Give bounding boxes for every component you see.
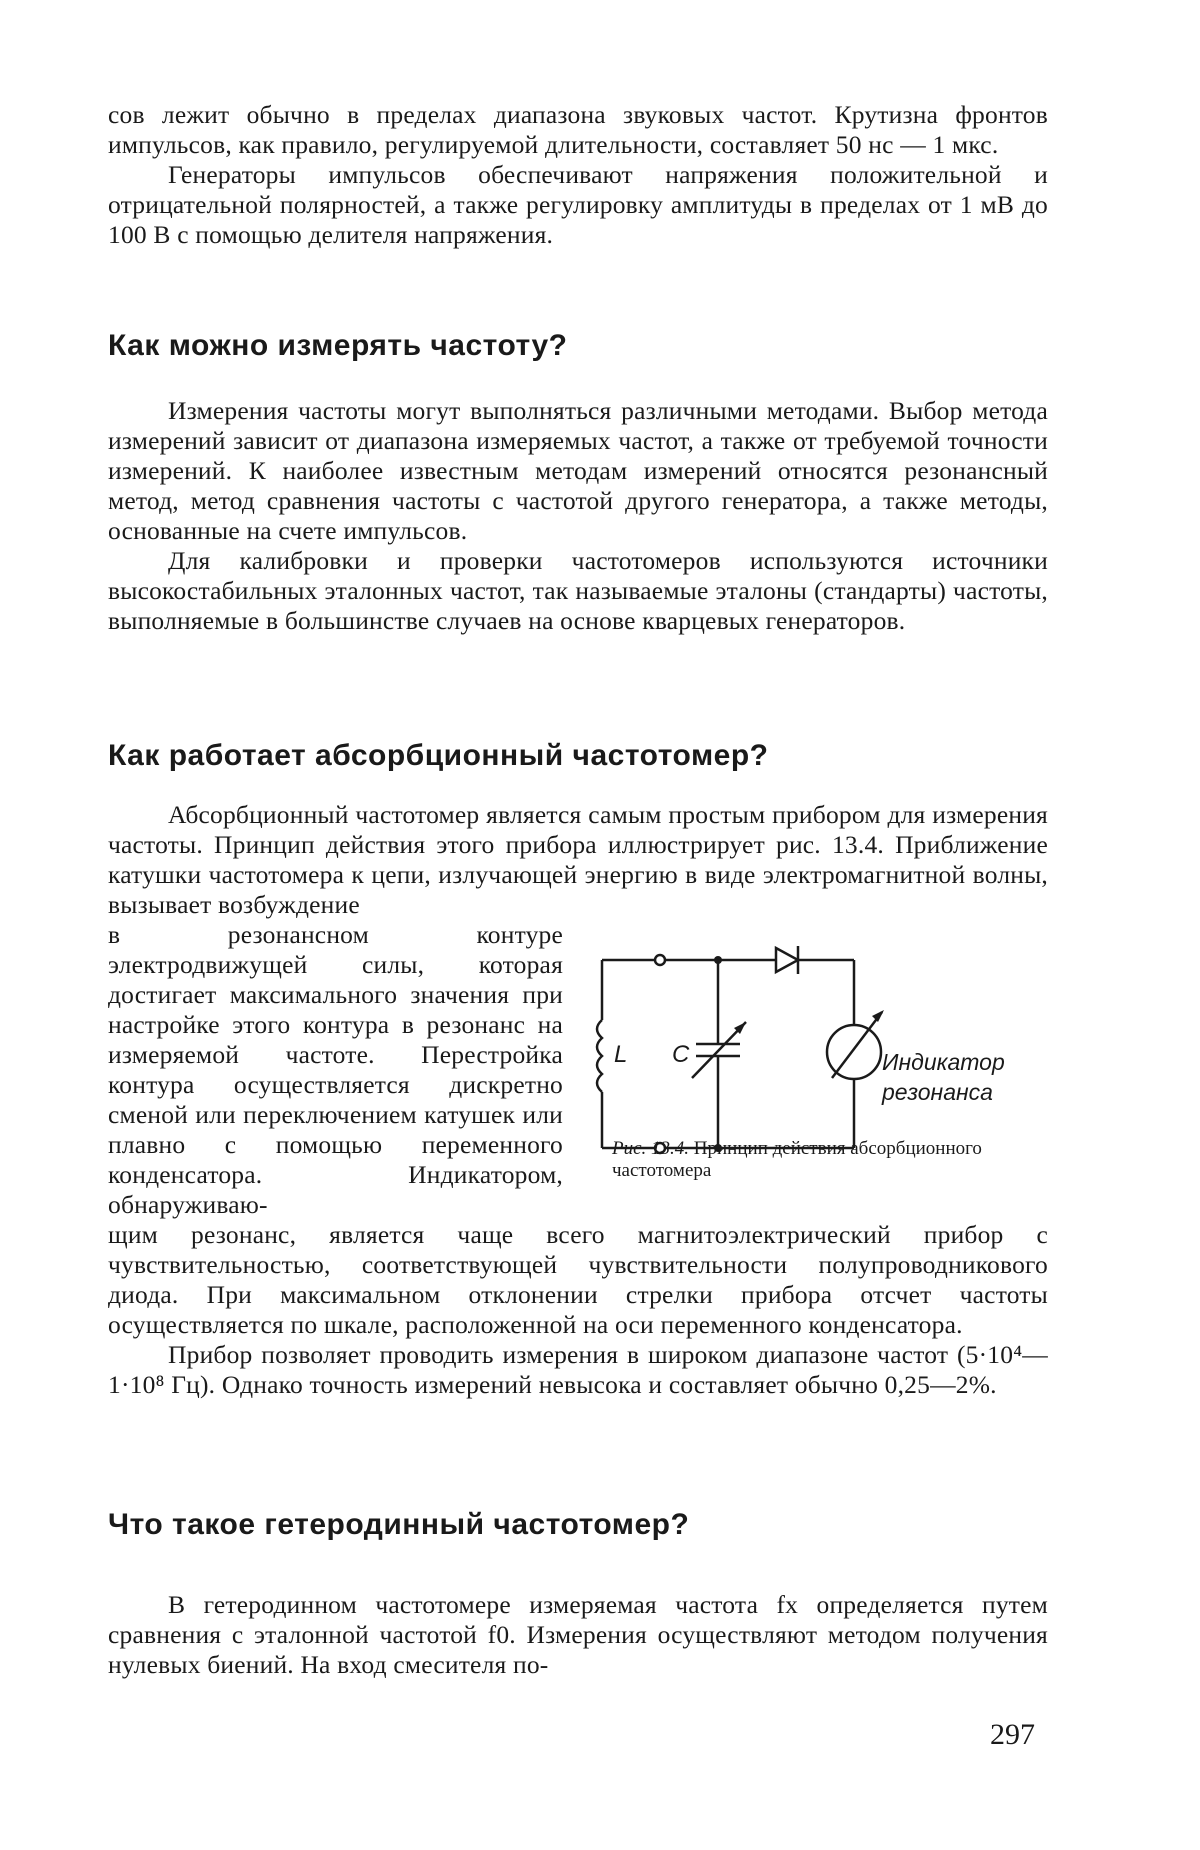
intro-paragraph-1: сов лежит обычно в пределах диапазона звуковых частот. Крутизна фронтов импульсов, как правило, регулируемой длительности, составляет 50 нс — 1 мкс. [108,100,1048,159]
meter-icon [827,1025,881,1079]
section-2-wrapped-text [108,920,563,1220]
label-L: L [614,1041,628,1068]
junction [714,956,722,964]
inductor-coil [597,1020,602,1092]
section-heterodyne-meter [108,1507,1048,1543]
label-resonance: резонанса [882,1079,993,1105]
caption-number: Рис. 13.4. [612,1138,690,1159]
intro-paragraph-2: Генераторы импульсов обеспечивают напряжения положительной и отрицательной полярностей, а также регулировку амплитуды в пределах от 1 мВ до 100 В с помощью делителя напряжения. [108,160,1048,249]
section-heading: Как работает абсорбционный частотомер? [108,739,769,772]
section-2-bottom-text [108,1220,1048,1400]
section-3-body [108,1590,1048,1680]
paragraph: Прибор позволяет проводить измерения в широком диапазоне частот (5·10⁴—1·10⁸ Гц). Однако точность измерений невысока и составляет обычно 0,25—2%. [108,1340,1048,1399]
page-number: 297 [990,1718,1035,1751]
paragraph: Для калибровки и проверки частотомеров используются источники высокостабильных эталонных частот, так называемые эталоны (стандарты) частоты, выполняемые в большинстве случаев на основе кварцевых генераторов. [108,546,1048,635]
label-C: C [672,1041,690,1068]
section-2-top-text [108,800,1048,920]
paragraph: в резонансном контуре электродвижущей силы, которая достигает максимального значения при настройке этого контура в резонанс на измеряемой частоте. Перестройка контура осуществляется дискретно сменой или переключением катушек или плавно с помощью переменного конденсатора. Индикатором, обнаруживаю- [108,920,563,1219]
diode-icon [776,948,798,972]
arrowhead [872,1010,884,1022]
section-absorption-meter [108,738,1048,774]
paragraph: Абсорбционный частотомер является самым простым прибором для измерения частоты. Принцип действия этого прибора иллюстрирует рис. 13.4. Приближение катушки частотомера к цепи, излучающей энергию в виде электромагнитной волны, вызывает возбуждение [108,800,1048,919]
section-heading: Что такое гетеродинный частотомер? [108,1508,690,1541]
figure-caption [612,1138,1042,1182]
caption-text: Принцип действия абсорбционного частотомера [612,1138,982,1181]
section-heading: Как можно измерять частоту? [108,329,568,362]
paragraph: В гетеродинном частотомере измеряемая частота fx определяется путем сравнения с эталонной частотой f0. Измерения осуществляют методом получения нулевых биений. На вход смесителя по- [108,1590,1048,1679]
intro-block [108,100,1048,250]
label-indicator: Индикатор [882,1049,1005,1075]
section-1-body [108,396,1048,636]
paragraph: Измерения частоты могут выполняться различными методами. Выбор метода измерений зависит от диапазона измеряемых частот, а также от требуемой точности измерений. К наиболее известным методам измерений относятся резонансный метод, метод сравнения частоты с частотой другого генератора, а также методы, основанные на счете импульсов. [108,396,1048,545]
paragraph: щим резонанс, является чаще всего магнитоэлектрический прибор с чувствительностью, соответствующей чувствительности полупроводникового диода. При максимальном отклонении стрелки прибора отсчет частоты осуществляется по шкале, расположенной на оси переменного конденсатора. [108,1220,1048,1339]
section-frequency-measurement [108,328,1048,364]
terminal [655,955,665,965]
